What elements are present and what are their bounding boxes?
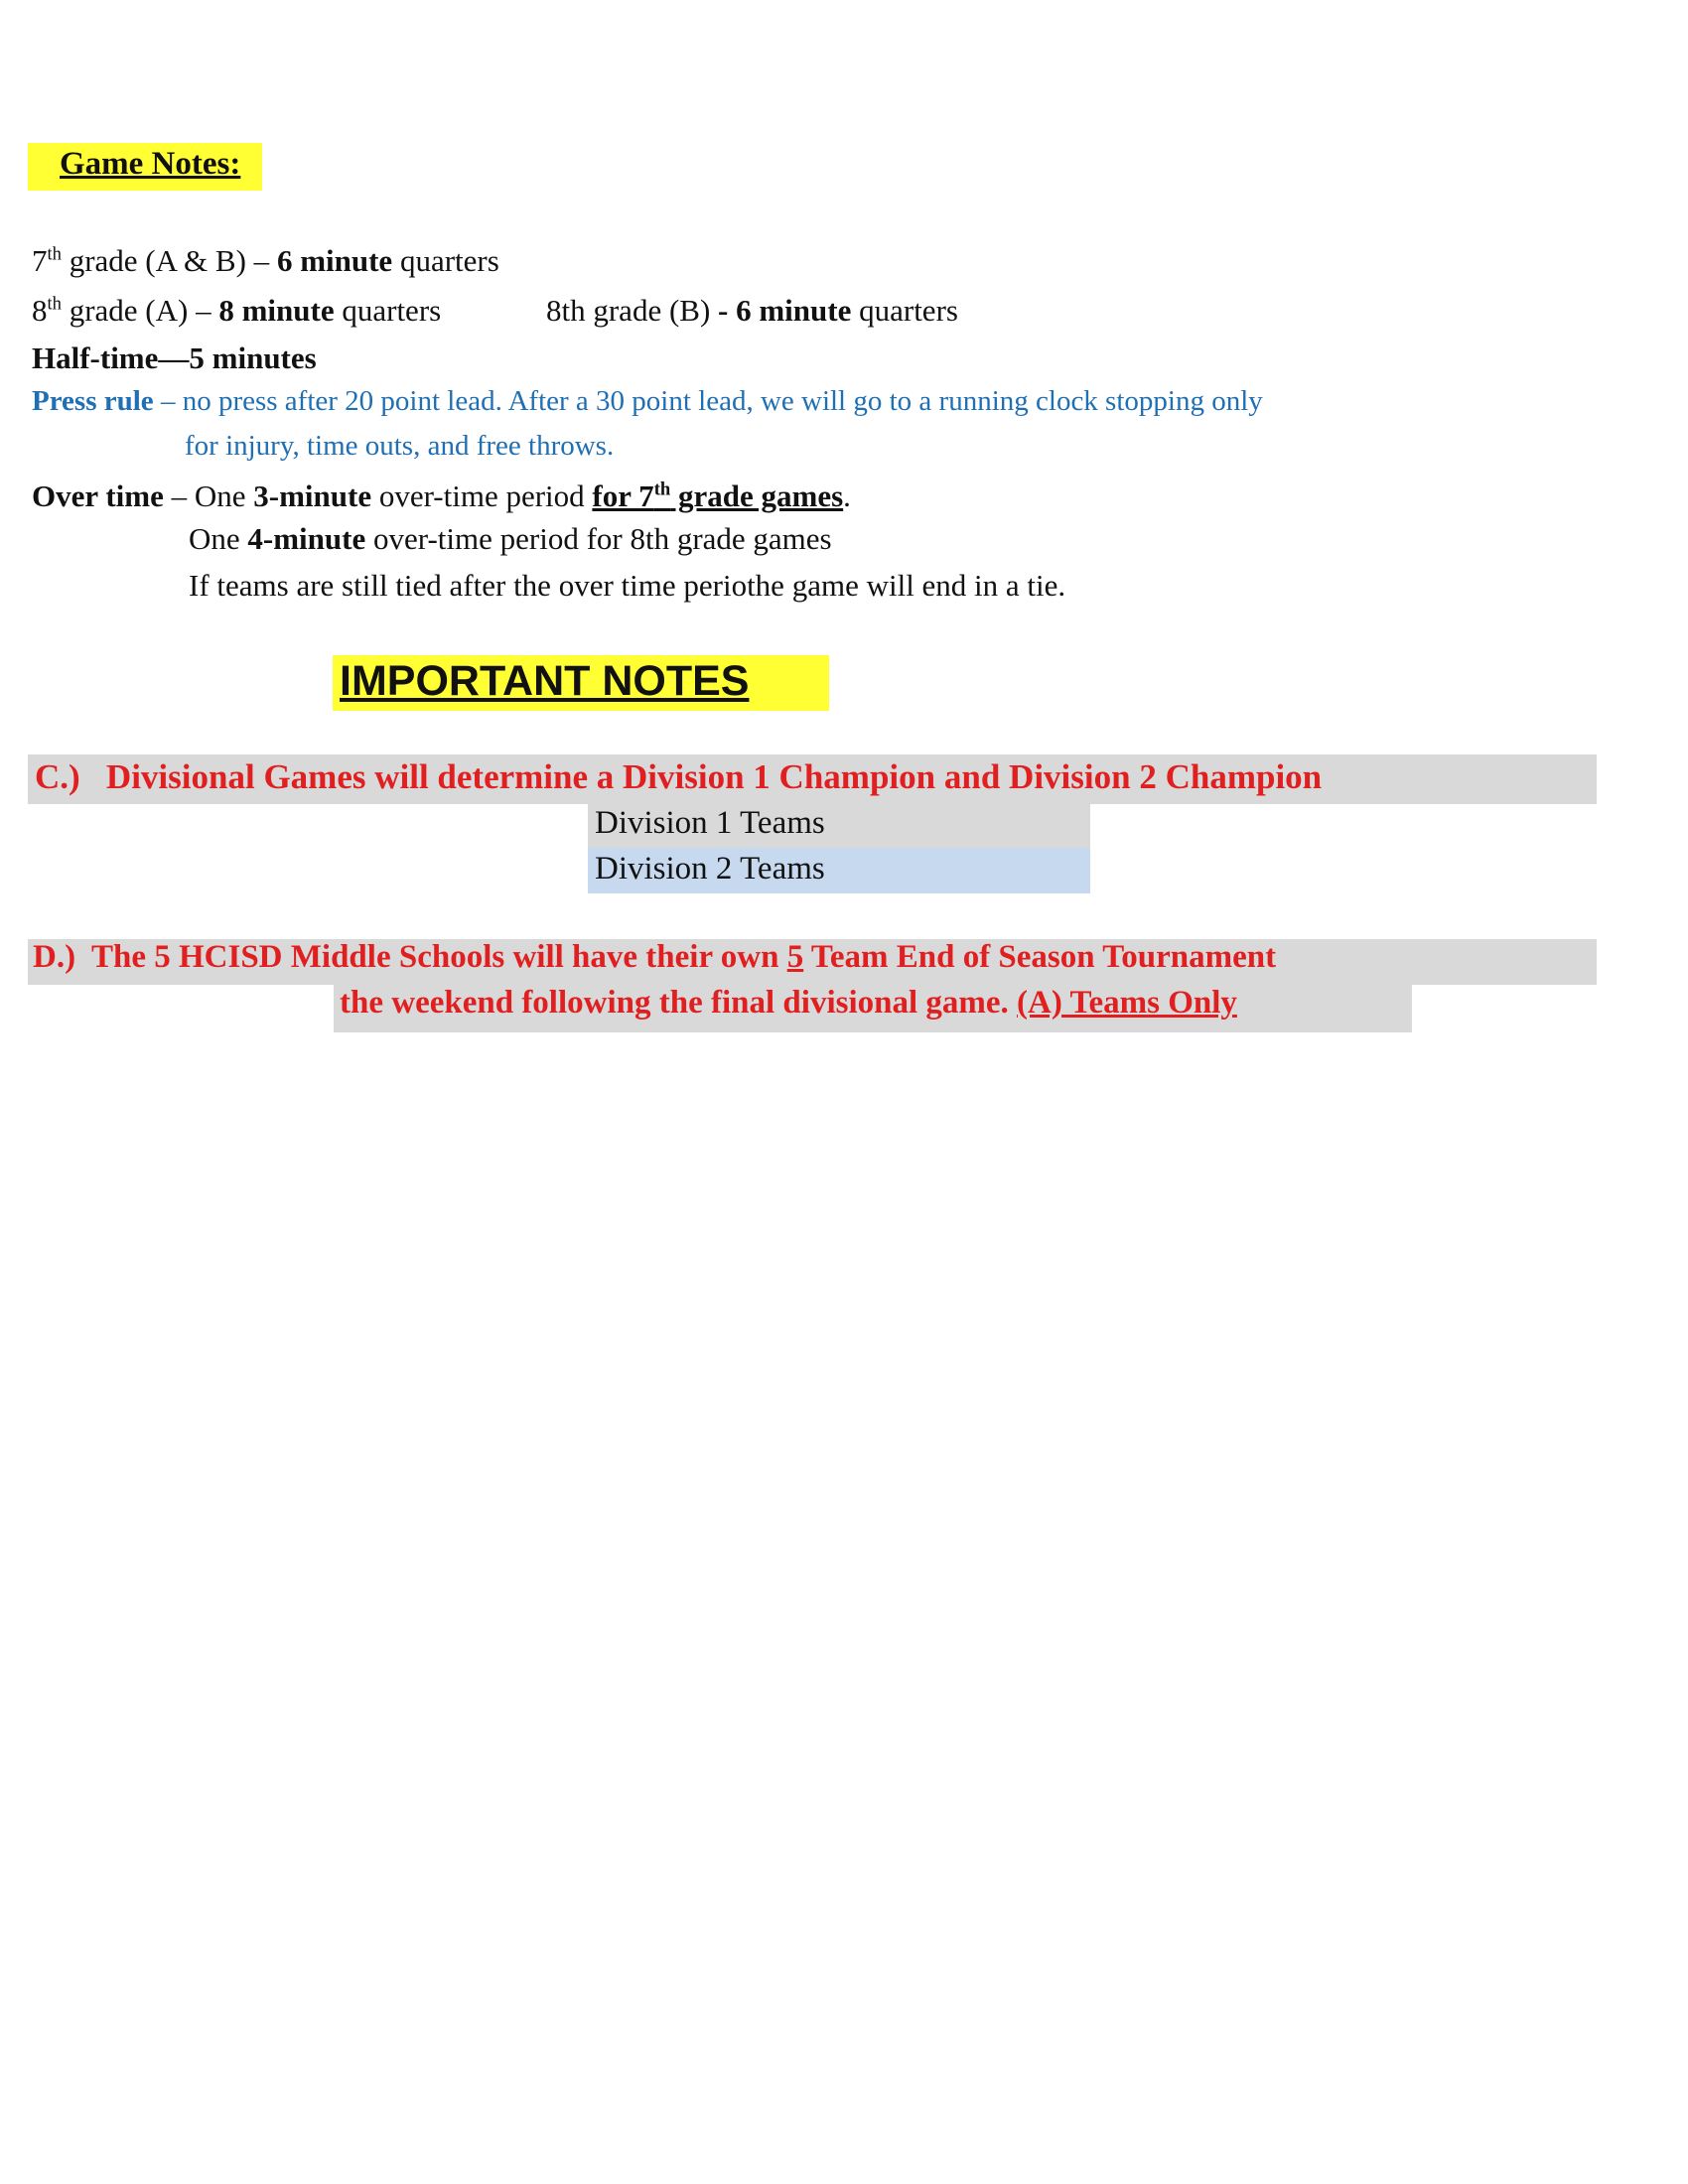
overtime-label: Over time xyxy=(32,478,164,513)
overtime-4min: 4-minute xyxy=(247,521,366,556)
halftime-rule: Half-time—5 minutes xyxy=(32,341,317,375)
grade7-pre: grade (A & B) – xyxy=(61,243,277,278)
note-c-text: C.) Divisional Games will determine a Division 1 Champion and Division 2 Champion xyxy=(35,757,1323,796)
grade8a-sup: th xyxy=(47,293,62,315)
press-rule-text1: – no press after 20 point lead. After a 30 point lead, we will go to a running clock stopping only xyxy=(153,385,1263,417)
game-notes-title: Game Notes: xyxy=(60,146,241,182)
grade7-sup: th xyxy=(47,243,62,265)
grade7-minutes: 6 minute xyxy=(276,243,393,278)
grade8b-pre: 8th grade (B) xyxy=(546,293,719,328)
overtime-line2 xyxy=(189,521,832,557)
overtime-line2-pre: One xyxy=(189,521,248,556)
overtime-ul-pre: for 7 xyxy=(592,478,654,513)
note-d-line2-text: the weekend following the final divisional game. xyxy=(340,985,1018,1021)
grade7-rule xyxy=(32,243,499,279)
overtime-line2-post: over-time period for 8th grade games xyxy=(365,521,832,556)
grade8a-rule xyxy=(32,293,441,329)
note-d-underlined-5: 5 xyxy=(786,939,804,975)
division1-label: Division 1 Teams xyxy=(595,805,825,841)
grade8b-rule xyxy=(546,293,958,329)
note-d-line1 xyxy=(33,939,1276,976)
press-rule-line1 xyxy=(32,385,1263,418)
press-rule-line2: for injury, time outs, and free throws. xyxy=(185,430,615,462)
overtime-ul-post: grade games xyxy=(670,478,844,513)
grade8b-post: quarters xyxy=(851,293,958,328)
overtime-3min: 3-minute xyxy=(253,478,372,513)
overtime-mid: over-time period xyxy=(371,478,593,513)
overtime-line1 xyxy=(32,478,851,514)
overtime-end: . xyxy=(843,478,851,513)
note-d-pre: D.) The 5 HCISD Middle Schools will have their own xyxy=(33,939,787,975)
note-d-line2 xyxy=(340,985,1237,1022)
grade8a-pre: grade (A) – xyxy=(61,293,219,328)
grade8b-minutes: - 6 minute xyxy=(718,293,852,328)
press-rule-label: Press rule xyxy=(32,385,154,417)
grade8a-minutes: 8 minute xyxy=(218,293,335,328)
important-notes-title: IMPORTANT NOTES xyxy=(340,657,750,705)
overtime-line3: If teams are still tied after the over time periothe game will end in a tie. xyxy=(189,568,1066,603)
division2-label: Division 2 Teams xyxy=(595,851,825,887)
overtime-7th-underlined xyxy=(592,478,843,513)
grade7-post: quarters xyxy=(392,243,499,278)
grade7-num: 7 xyxy=(32,243,48,278)
note-d-post: Team End of Season Tournament xyxy=(803,939,1277,975)
overtime-pre: – One xyxy=(163,478,254,513)
grade8a-post: quarters xyxy=(334,293,442,328)
note-d-teams-only: (A) Teams Only xyxy=(1017,985,1237,1021)
grade8a-num: 8 xyxy=(32,293,48,328)
overtime-ul-sup: th xyxy=(653,478,671,500)
